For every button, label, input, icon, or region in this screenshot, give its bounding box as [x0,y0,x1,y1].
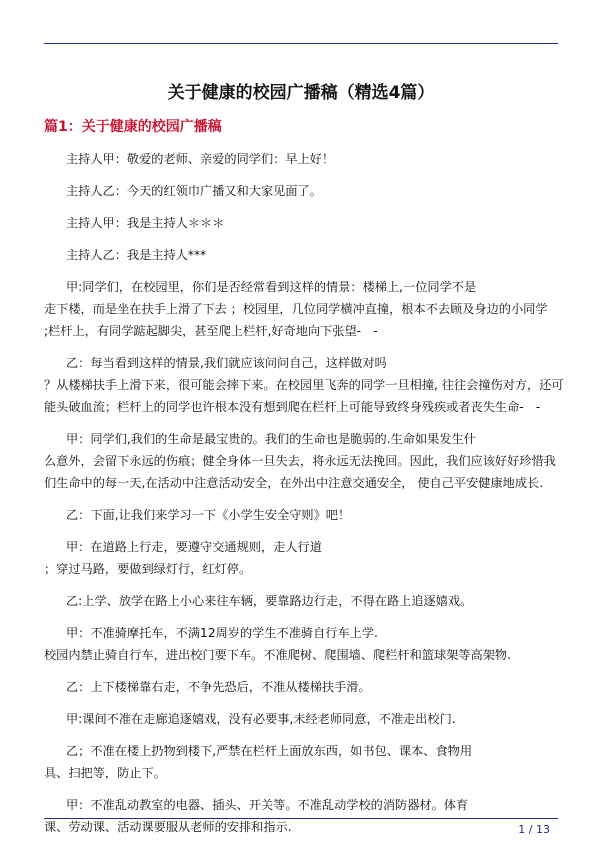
paragraph-line: ？从楼梯扶手上滑下来，很可能会摔下来。在校园里飞奔的同学一旦相撞, 往往会撞伤对方，还可 [44,378,564,392]
paragraph [44,794,558,838]
paragraph-line: 主持人乙：今天的红领巾广播又和大家见面了。 [66,184,322,198]
paragraph-line: 甲:课间不准在走廊追逐嬉戏，没有必要事,未经老师同意，不准走出校门. [66,712,456,726]
paragraph [44,148,558,170]
paragraph-line: 主持人乙：我是主持人*** [66,248,207,262]
paragraph-line: 校园内禁止骑自行车，进出校门要下车。不准爬树、爬围墙、爬栏杆和篮球架等高架物. [44,648,511,662]
paragraph [44,740,558,784]
paragraph [44,536,558,580]
paragraph [44,590,558,612]
paragraph-line: ；穿过马路，要做到绿灯行，红灯停。 [44,562,252,576]
paragraph-line: 乙：下面,让我们来学习一下《小学生安全守则》吧！ [66,508,351,522]
paragraph-line: 甲:同学们，在校园里，你们是否经常看到这样的情景：楼梯上,一位同学不是 [66,280,477,294]
paragraph-line: ;栏杆上，有同学踮起脚尖，甚至爬上栏杆,好奇地向下张望- - [44,324,378,338]
paragraph-line: 主持人甲：敬爱的老师、亲爱的同学们：早上好！ [66,152,335,166]
paragraph [44,244,558,266]
paragraph [44,352,564,418]
document-body [44,148,564,838]
footer-rule [44,818,558,819]
paragraph [44,428,558,494]
paragraph-line: 主持人甲：我是主持人＊＊＊ [66,216,225,230]
paragraph-line: 么意外，会留下永远的伤痕；健全身体一旦失去，将永远无法挽回。因此，我们应该好好珍惜我 [44,454,556,468]
paragraph-line: 甲：不准乱动教室的电器、插头、开关等。不准乱动学校的消防器材。体育 [66,798,469,812]
document-title: 关于健康的校园广播稿（精选4篇） [167,83,435,103]
paragraph-line: 甲：不准骑摩托车，不满12周岁的学生不准骑自行车上学. [66,626,378,640]
paragraph-line: 具、扫把等，防止下。 [44,766,166,780]
paragraph-line: 乙：每当看到这样的情景,我们就应该问问自己，这样做对吗 [66,356,387,370]
header-rule [44,43,558,44]
paragraph-line: 走下楼，而是坐在扶手上滑了下去 ；校园里，几位同学横冲直撞，根本不去顾及身边的小同学 [44,302,548,316]
paragraph-line: 甲：同学们,我们的生命是最宝贵的。我们的生命也是脆弱的.生命如果发生什 [66,432,476,446]
paragraph-line: 甲：在道路上行走，要遵守交通规则，走人行道 [66,540,322,554]
paragraph-line: 课、劳动课、活动课要服从老师的安排和指示. [44,820,292,834]
paragraph [44,708,558,730]
paragraph-line: 们生命中的每一天,在活动中注意活动安全，在外出中注意交通安全， 使自己平安健康地成长. [44,476,544,490]
paragraph [44,676,558,698]
paragraph-line: 乙；不准在楼上扔物到楼下,严禁在栏杆上面放东西，如书包、课本、食物用 [66,744,473,758]
paragraph-line: 乙：上下楼梯靠右走，不争先恐后，不准从楼梯扶手滑。 [66,680,371,694]
section-title: 篇1：关于健康的校园广播稿 [44,119,222,135]
paragraph [44,622,558,666]
paragraph [44,212,558,234]
page-indicator: 1 / 13 [518,823,550,836]
paragraph [44,276,558,342]
paragraph-line: 乙:上学、放学在路上小心来往车辆，要靠路边行走，不得在路上追逐嬉戏。 [66,594,473,608]
paragraph [44,180,558,202]
paragraph-line: 能头破血流；栏杆上的同学也许根本没有想到爬在栏杆上可能导致终身残疾或者丧失生命- - [44,400,541,414]
paragraph [44,504,558,526]
